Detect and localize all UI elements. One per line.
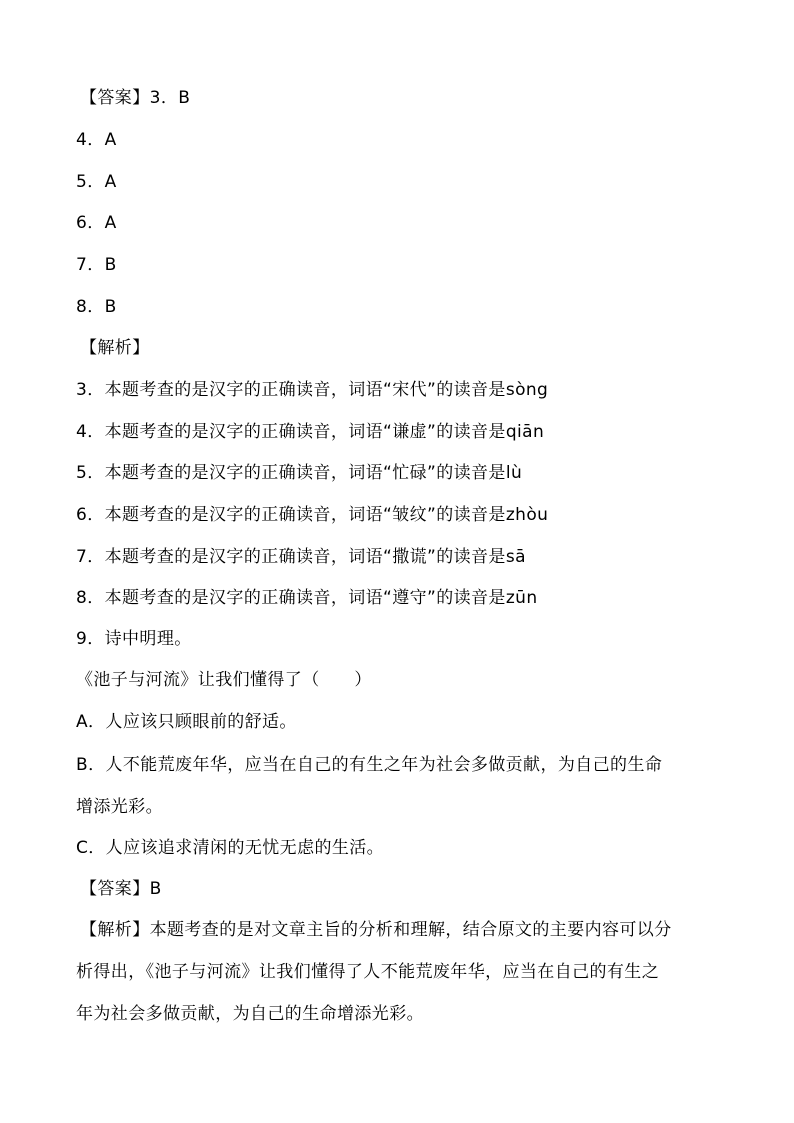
question-9-answer: 【答案】B	[80, 879, 162, 899]
question-9-option-a: A．人应该只顾眼前的舒适。	[76, 712, 297, 732]
analysis-item-6: 6．本题考查的是汉字的正确读音，词语“皱纹”的读音是zhòu	[76, 505, 549, 525]
question-9-analysis-line-3: 年为社会多做贡献，为自己的生命增添光彩。	[76, 1004, 424, 1024]
answer-item-6: 6．A	[76, 213, 117, 233]
analysis-item-3: 3．本题考查的是汉字的正确读音，词语“宋代”的读音是sòng	[76, 380, 549, 400]
question-9-option-c: C．人应该追求清闲的无忧无虑的生活。	[76, 838, 385, 858]
question-9-analysis-line-1: 【解析】本题考查的是对文章主旨的分析和理解，结合原文的主要内容可以分	[80, 920, 672, 940]
analysis-item-8: 8．本题考查的是汉字的正确读音，词语“遵守”的读音是zūn	[76, 588, 538, 608]
answer-item-7: 7．B	[76, 255, 117, 275]
answer-item-5: 5．A	[76, 172, 117, 192]
analysis-item-4: 4．本题考查的是汉字的正确读音，词语“谦虚”的读音是qiān	[76, 422, 545, 442]
question-9-option-b-line-2: 增添光彩。	[76, 797, 163, 817]
question-9-title: 9．诗中明理。	[76, 629, 192, 649]
answer-item-4: 4．A	[76, 130, 117, 150]
question-9-stem: 《池子与河流》让我们懂得了（ ）	[76, 670, 372, 690]
analysis-item-5: 5．本题考查的是汉字的正确读音，词语“忙碌”的读音是lù	[76, 463, 523, 483]
analysis-heading: 【解析】	[80, 338, 150, 358]
analysis-item-7: 7．本题考查的是汉字的正确读音，词语“撒谎”的读音是sā	[76, 547, 526, 567]
answer-heading-3: 【答案】3．B	[80, 88, 191, 108]
question-9-option-b-line-1: B．人不能荒废年华，应当在自己的有生之年为社会多做贡献，为自己的生命	[76, 755, 663, 775]
answer-item-8: 8．B	[76, 297, 117, 317]
question-9-analysis-line-2: 析得出，《池子与河流》让我们懂得了人不能荒废年华，应当在自己的有生之	[76, 962, 660, 982]
